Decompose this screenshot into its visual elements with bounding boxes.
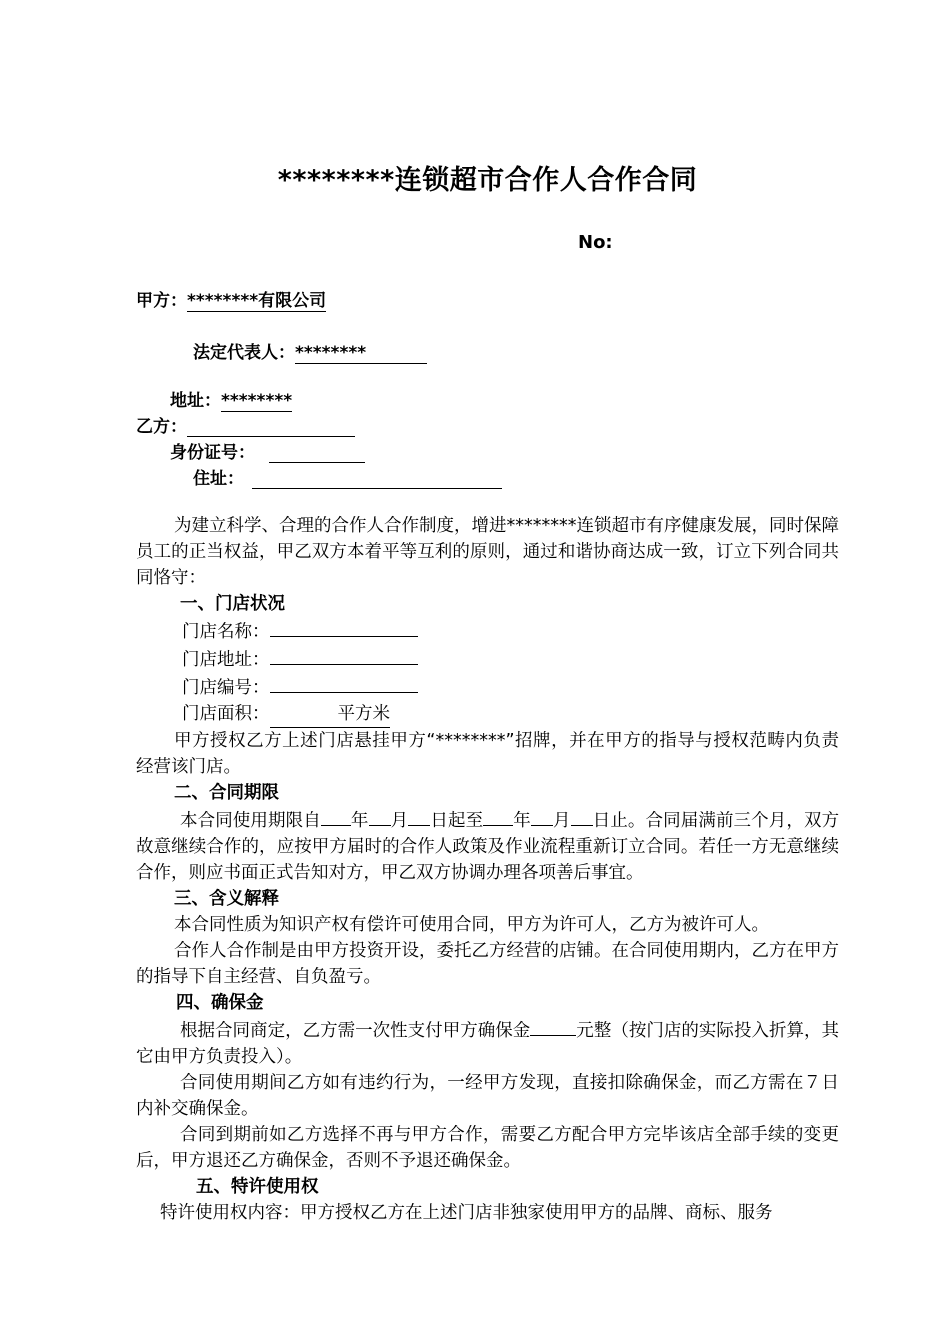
intro-paragraph: 为建立科学、合理的合作人合作制度，增进********连锁超市有序健康发展，同时保障员工的正当权益，甲乙双方本着平等互利的原则，通过和谐协商达成一致，订立下列合同共同恪守： (136, 516, 839, 588)
party-b-row (136, 412, 355, 437)
section-1-heading: 一、门店状况 (180, 594, 285, 614)
contract-body (136, 513, 839, 1226)
address-row (170, 386, 292, 411)
id-number-blank (269, 442, 365, 463)
store-name-row (136, 617, 839, 645)
section-3-paragraph-1: 本合同性质为知识产权有偿许可使用合同，甲方为许可人，乙方为被许可人。 (174, 915, 769, 935)
residence-blank (252, 468, 502, 489)
section-4-heading: 四、确保金 (176, 993, 264, 1013)
id-number-label: 身份证号： (170, 443, 255, 463)
section-2-heading: 二、合同期限 (174, 783, 279, 803)
party-b-label: 乙方： (136, 417, 187, 437)
term-start-text: 本合同使用期限自 (180, 811, 321, 831)
end-day-label: 日止。合同届满前三个月， (592, 811, 804, 831)
start-day-label: 日起至 (430, 811, 484, 831)
store-name-blank (270, 617, 418, 637)
start-day-blank (408, 806, 430, 826)
legal-representative-row (193, 338, 427, 364)
store-address-label: 门店地址： (182, 650, 270, 670)
end-year-label: 年 (513, 811, 531, 831)
start-month-blank (369, 806, 391, 826)
store-address-blank (270, 645, 418, 665)
address-label: 地址： (170, 391, 221, 411)
store-name-label: 门店名称： (182, 622, 270, 642)
store-area-row (136, 701, 839, 728)
end-day-blank (571, 806, 593, 826)
store-area-unit: 平方米 (337, 704, 390, 724)
section-2-paragraph (136, 806, 839, 886)
store-number-row (136, 673, 839, 701)
party-b-blank (187, 416, 355, 437)
legal-representative-value: ******** (295, 343, 427, 364)
section-4-paragraph-2: 合同使用期间乙方如有违约行为，一经甲方发现，直接扣除确保金，而乙方需在７日内补交确保金。 (136, 1073, 839, 1119)
contract-number-label: No: (578, 232, 613, 253)
section-5-paragraph: 特许使用权内容：甲方授权乙方在上述门店非独家使用甲方的品牌、商标、服务 (160, 1203, 773, 1223)
party-a-label: 甲方： (136, 291, 187, 311)
term-rest-text: 双方故意继续合作的，应按甲方届时的合作人政策及作业流程重新订立合同。若任一方无意继续合作，则应书面正式告知对方，甲乙双方协调办理各项善后事宜。 (136, 811, 840, 883)
end-year-blank (483, 806, 513, 826)
store-number-blank (270, 673, 418, 693)
section-5-heading: 五、特许使用权 (196, 1177, 319, 1197)
party-a-value: ********有限公司 (187, 291, 327, 311)
store-number-label: 门店编号： (182, 678, 270, 698)
end-month-label: 月 (552, 811, 571, 831)
document-title: ********连锁超市合作人合作合同 (277, 165, 698, 196)
section-4-paragraph-3: 合同到期前如乙方选择不再与甲方合作，需要乙方配合甲方完毕该店全部手续的变更后，甲方退还乙方确保金，否则不予退还确保金。 (136, 1125, 839, 1171)
legal-representative-label: 法定代表人： (193, 343, 295, 363)
start-year-blank (321, 806, 351, 826)
store-area-blank (270, 701, 391, 728)
start-year-label: 年 (350, 811, 369, 831)
address-value: ******** (221, 391, 293, 411)
store-area-label: 门店面积： (182, 704, 270, 724)
start-month-label: 月 (390, 811, 409, 831)
section-1-paragraph: 甲方授权乙方上述门店悬挂甲方“********”招牌，并在甲方的指导与授权范畴内负责经营该门店。 (136, 731, 839, 777)
section-3-paragraph-2: 合作人合作制是由甲方投资开设，委托乙方经营的店铺。在合同使用期内，乙方在甲方的指导下自主经营、自负盈亏。 (136, 941, 839, 987)
store-address-row (136, 645, 839, 673)
residence-row (193, 464, 502, 489)
section-3-heading: 三、含义解释 (174, 889, 279, 909)
section-4-paragraph-1 (136, 1016, 839, 1070)
end-month-blank (531, 806, 553, 826)
party-a-row (136, 286, 326, 311)
residence-label: 住址： (193, 469, 244, 489)
deposit-text-a: 根据合同商定，乙方需一次性支付甲方确保金 (180, 1021, 531, 1041)
deposit-amount-blank (530, 1016, 576, 1036)
id-number-row (170, 438, 365, 463)
deposit-text-b: 元整（按门店的实际投入折算，其它由甲方负责投入）。 (136, 1021, 840, 1067)
